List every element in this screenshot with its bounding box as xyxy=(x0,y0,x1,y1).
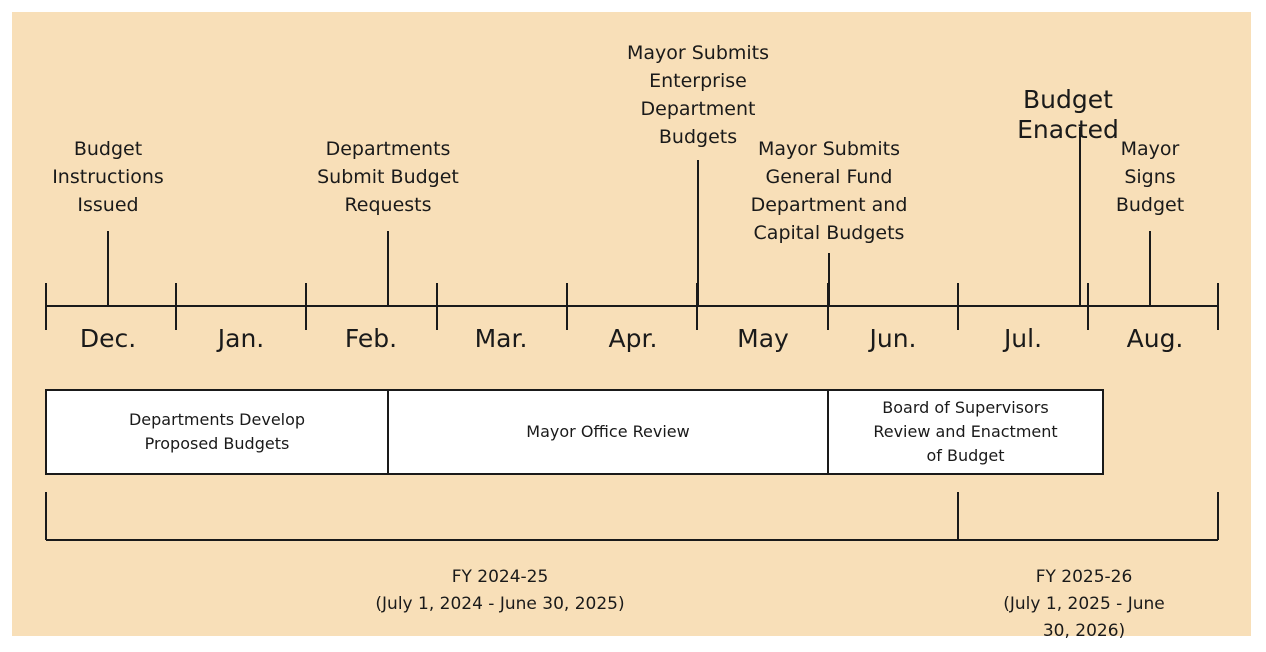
event-budget-instructions: Budget Instructions Issued xyxy=(52,138,164,216)
month-jul: Jul. xyxy=(1003,324,1043,353)
month-may: May xyxy=(737,324,789,353)
month-feb: Feb. xyxy=(344,324,398,353)
event-mayor-enterprise: Mayor Submits Enterprise Department Budgets xyxy=(626,42,770,148)
event-departments-submit: Departments Submit Budget Requests xyxy=(317,138,459,216)
event-mayor-signs: Mayor Signs Budget xyxy=(1115,138,1185,216)
event-budget-enacted: Budget Enacted xyxy=(1017,85,1119,144)
fy-2024-25-label: FY 2024-25 (July 1, 2024 - June 30, 2025) xyxy=(375,567,625,614)
phase-develop-label: Departments Develop Proposed Budgets xyxy=(128,410,306,453)
phase-board-review-label: Board of Supervisors Review and Enactment of Budget xyxy=(873,398,1058,465)
fy-2025-26-label: FY 2025-26 (July 1, 2025 - June 30, 2026) xyxy=(1003,567,1165,641)
phase-mayor-review-label: Mayor Office Review xyxy=(526,422,690,441)
month-dec: Dec. xyxy=(79,324,137,353)
event-mayor-general-fund: Mayor Submits General Fund Department and Capital Budgets xyxy=(750,138,908,244)
month-apr: Apr. xyxy=(608,324,658,353)
month-jan: Jan. xyxy=(217,324,265,353)
month-jun: Jun. xyxy=(869,324,917,353)
month-mar: Mar. xyxy=(474,324,528,353)
month-aug: Aug. xyxy=(1126,324,1184,353)
